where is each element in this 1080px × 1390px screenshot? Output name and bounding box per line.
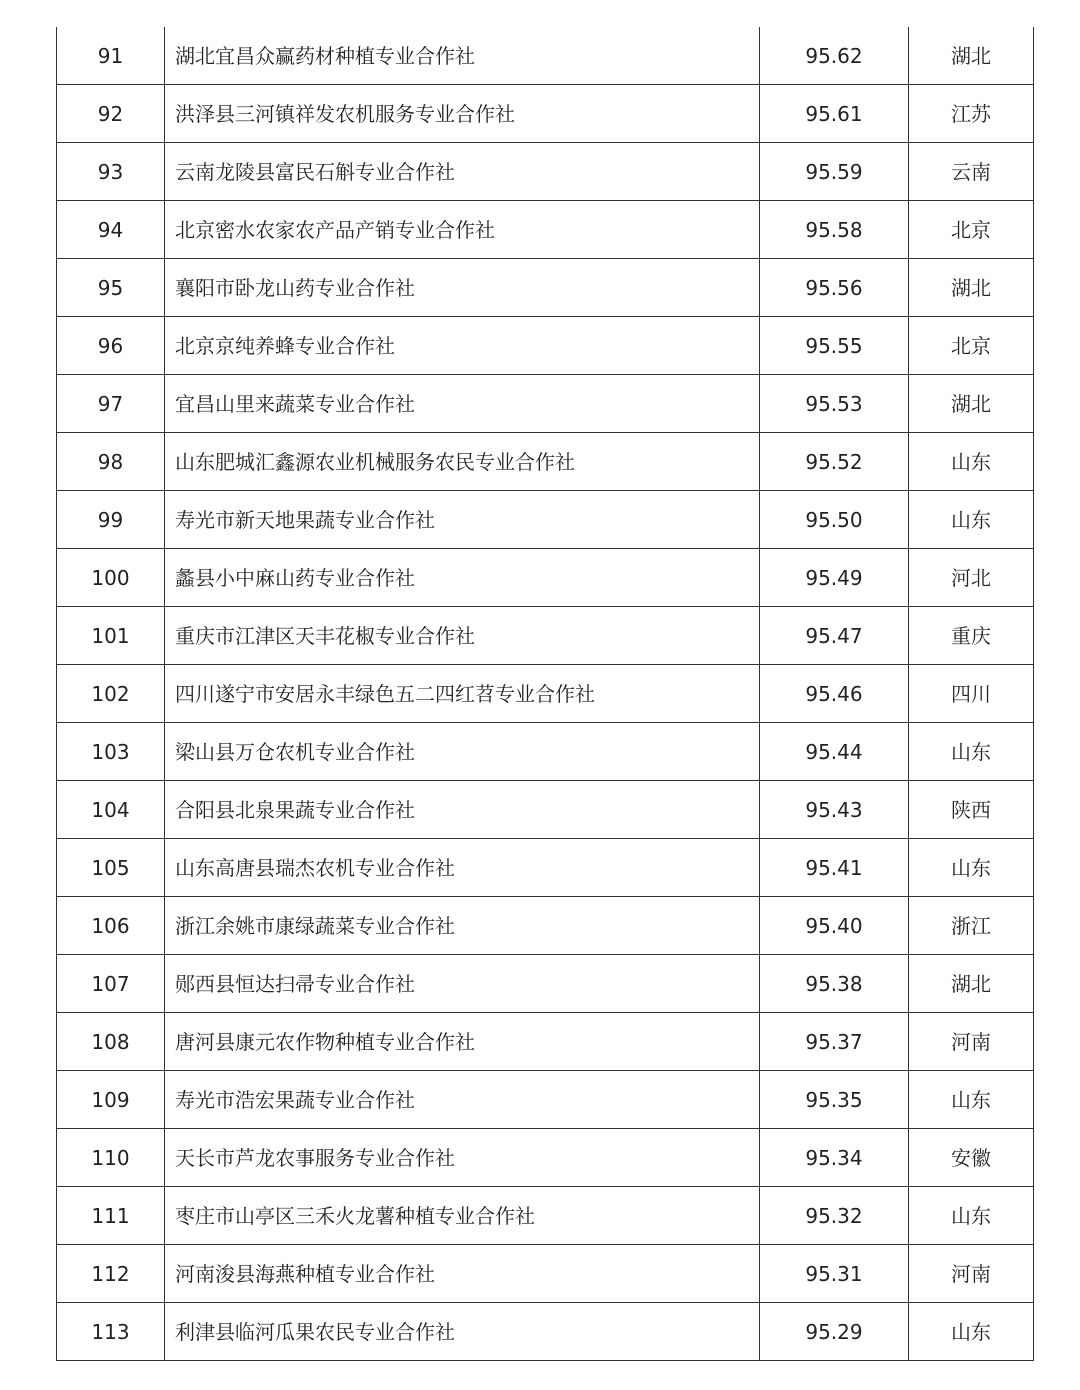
table-row <box>57 375 1034 433</box>
province-cell: 湖北 <box>909 27 1034 85</box>
rank-cell: 102 <box>57 665 165 723</box>
cooperative-name-cell: 浙江余姚市康绿蔬菜专业合作社 <box>165 897 760 955</box>
province-cell: 河北 <box>909 549 1034 607</box>
cooperative-name-cell: 枣庄市山亭区三禾火龙薯种植专业合作社 <box>165 1187 760 1245</box>
cooperative-name-cell: 合阳县北泉果蔬专业合作社 <box>165 781 760 839</box>
rank-cell: 110 <box>57 1129 165 1187</box>
province-cell: 山东 <box>909 433 1034 491</box>
table-row <box>57 1013 1034 1071</box>
rank-cell: 108 <box>57 1013 165 1071</box>
cooperative-name-cell: 四川遂宁市安居永丰绿色五二四红苕专业合作社 <box>165 665 760 723</box>
rank-cell: 98 <box>57 433 165 491</box>
rank-cell: 104 <box>57 781 165 839</box>
table-row <box>57 259 1034 317</box>
score-cell: 95.50 <box>760 491 909 549</box>
table-row <box>57 549 1034 607</box>
score-cell: 95.61 <box>760 85 909 143</box>
cooperative-name-cell: 寿光市新天地果蔬专业合作社 <box>165 491 760 549</box>
cooperative-name-cell: 北京密水农家农产品产销专业合作社 <box>165 201 760 259</box>
province-cell: 北京 <box>909 201 1034 259</box>
table-row <box>57 665 1034 723</box>
province-cell: 江苏 <box>909 85 1034 143</box>
rank-cell: 103 <box>57 723 165 781</box>
province-cell: 山东 <box>909 1071 1034 1129</box>
table-row <box>57 201 1034 259</box>
table-row <box>57 433 1034 491</box>
province-cell: 山东 <box>909 839 1034 897</box>
score-cell: 95.52 <box>760 433 909 491</box>
rank-cell: 91 <box>57 27 165 85</box>
score-cell: 95.31 <box>760 1245 909 1303</box>
score-cell: 95.46 <box>760 665 909 723</box>
province-cell: 安徽 <box>909 1129 1034 1187</box>
score-cell: 95.35 <box>760 1071 909 1129</box>
score-cell: 95.41 <box>760 839 909 897</box>
cooperative-name-cell: 天长市芦龙农事服务专业合作社 <box>165 1129 760 1187</box>
rank-cell: 109 <box>57 1071 165 1129</box>
table-row <box>57 607 1034 665</box>
rank-cell: 99 <box>57 491 165 549</box>
table-row <box>57 781 1034 839</box>
province-cell: 湖北 <box>909 955 1034 1013</box>
rank-cell: 101 <box>57 607 165 665</box>
province-cell: 浙江 <box>909 897 1034 955</box>
province-cell: 北京 <box>909 317 1034 375</box>
score-cell: 95.38 <box>760 955 909 1013</box>
province-cell: 河南 <box>909 1013 1034 1071</box>
table-row <box>57 85 1034 143</box>
cooperative-name-cell: 宜昌山里来蔬菜专业合作社 <box>165 375 760 433</box>
ranking-table-body <box>57 27 1034 1361</box>
cooperative-name-cell: 北京京纯养蜂专业合作社 <box>165 317 760 375</box>
rank-cell: 92 <box>57 85 165 143</box>
score-cell: 95.59 <box>760 143 909 201</box>
score-cell: 95.43 <box>760 781 909 839</box>
province-cell: 重庆 <box>909 607 1034 665</box>
rank-cell: 93 <box>57 143 165 201</box>
score-cell: 95.53 <box>760 375 909 433</box>
ranking-table-container <box>56 27 1033 1361</box>
table-row <box>57 1129 1034 1187</box>
rank-cell: 111 <box>57 1187 165 1245</box>
rank-cell: 96 <box>57 317 165 375</box>
score-cell: 95.40 <box>760 897 909 955</box>
score-cell: 95.32 <box>760 1187 909 1245</box>
score-cell: 95.47 <box>760 607 909 665</box>
ranking-table <box>56 27 1034 1361</box>
province-cell: 山东 <box>909 1303 1034 1361</box>
cooperative-name-cell: 襄阳市卧龙山药专业合作社 <box>165 259 760 317</box>
rank-cell: 97 <box>57 375 165 433</box>
score-cell: 95.34 <box>760 1129 909 1187</box>
table-row <box>57 897 1034 955</box>
table-row <box>57 1071 1034 1129</box>
cooperative-name-cell: 洪泽县三河镇祥发农机服务专业合作社 <box>165 85 760 143</box>
cooperative-name-cell: 梁山县万仓农机专业合作社 <box>165 723 760 781</box>
province-cell: 陕西 <box>909 781 1034 839</box>
table-row <box>57 955 1034 1013</box>
cooperative-name-cell: 寿光市浩宏果蔬专业合作社 <box>165 1071 760 1129</box>
rank-cell: 94 <box>57 201 165 259</box>
table-row <box>57 1245 1034 1303</box>
score-cell: 95.58 <box>760 201 909 259</box>
province-cell: 湖北 <box>909 375 1034 433</box>
cooperative-name-cell: 郧西县恒达扫帚专业合作社 <box>165 955 760 1013</box>
rank-cell: 113 <box>57 1303 165 1361</box>
score-cell: 95.62 <box>760 27 909 85</box>
table-row <box>57 317 1034 375</box>
table-row <box>57 1303 1034 1361</box>
rank-cell: 106 <box>57 897 165 955</box>
province-cell: 河南 <box>909 1245 1034 1303</box>
score-cell: 95.56 <box>760 259 909 317</box>
cooperative-name-cell: 河南浚县海燕种植专业合作社 <box>165 1245 760 1303</box>
province-cell: 四川 <box>909 665 1034 723</box>
cooperative-name-cell: 利津县临河瓜果农民专业合作社 <box>165 1303 760 1361</box>
province-cell: 云南 <box>909 143 1034 201</box>
cooperative-name-cell: 湖北宜昌众赢药材种植专业合作社 <box>165 27 760 85</box>
table-row <box>57 143 1034 201</box>
score-cell: 95.29 <box>760 1303 909 1361</box>
score-cell: 95.44 <box>760 723 909 781</box>
cooperative-name-cell: 唐河县康元农作物种植专业合作社 <box>165 1013 760 1071</box>
province-cell: 山东 <box>909 723 1034 781</box>
rank-cell: 100 <box>57 549 165 607</box>
score-cell: 95.49 <box>760 549 909 607</box>
rank-cell: 95 <box>57 259 165 317</box>
province-cell: 山东 <box>909 1187 1034 1245</box>
cooperative-name-cell: 云南龙陵县富民石斛专业合作社 <box>165 143 760 201</box>
cooperative-name-cell: 重庆市江津区天丰花椒专业合作社 <box>165 607 760 665</box>
rank-cell: 105 <box>57 839 165 897</box>
cooperative-name-cell: 山东肥城汇鑫源农业机械服务农民专业合作社 <box>165 433 760 491</box>
province-cell: 湖北 <box>909 259 1034 317</box>
province-cell: 山东 <box>909 491 1034 549</box>
rank-cell: 112 <box>57 1245 165 1303</box>
table-row <box>57 491 1034 549</box>
score-cell: 95.55 <box>760 317 909 375</box>
cooperative-name-cell: 蠡县小中麻山药专业合作社 <box>165 549 760 607</box>
table-row <box>57 27 1034 85</box>
table-row <box>57 723 1034 781</box>
rank-cell: 107 <box>57 955 165 1013</box>
table-row <box>57 839 1034 897</box>
cooperative-name-cell: 山东高唐县瑞杰农机专业合作社 <box>165 839 760 897</box>
score-cell: 95.37 <box>760 1013 909 1071</box>
table-row <box>57 1187 1034 1245</box>
